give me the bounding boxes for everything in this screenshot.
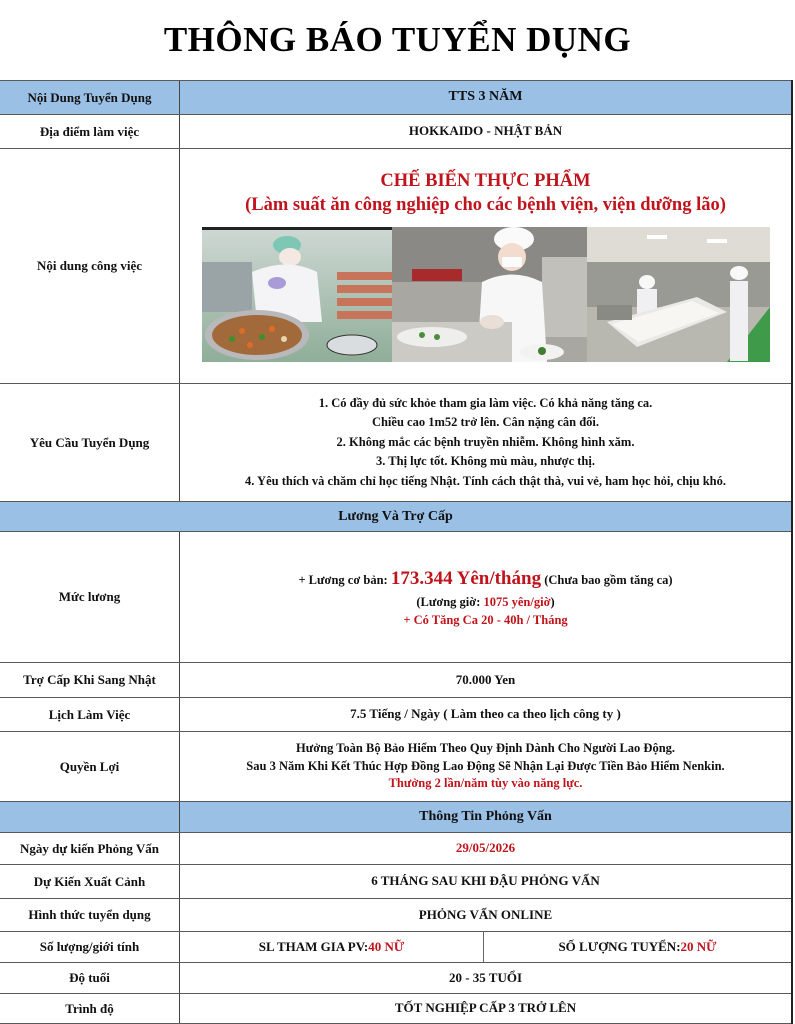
requirements-list bbox=[180, 384, 791, 501]
benefits-label: Quyền Lợi bbox=[0, 732, 180, 801]
salary-content bbox=[180, 532, 791, 662]
location-value: HOKKAIDO - NHẬT BẢN bbox=[408, 123, 563, 139]
hourly-salary-line bbox=[416, 593, 554, 611]
age-row bbox=[0, 962, 791, 993]
quantity-label: Số lượng/giới tính bbox=[0, 932, 180, 962]
requirement-line: 4. Yêu thích và chăm chỉ học tiếng Nhật. Tính cách thật thà, vui vẻ, ham học hỏi, chịu khó. bbox=[245, 473, 726, 488]
interview-date-row bbox=[0, 832, 791, 864]
age-value: 20 - 35 TUỔI bbox=[448, 969, 523, 985]
requirement-line: 3. Thị lực tốt. Không mù màu, nhược thị. bbox=[376, 454, 595, 469]
job-photos bbox=[202, 227, 770, 362]
interview-section-blank bbox=[0, 802, 180, 832]
requirement-line: 2. Không mắc các bệnh truyền nhiễm. Không hình xăm. bbox=[336, 434, 635, 449]
overtime-line: + Có Tăng Ca 20 - 40h / Tháng bbox=[403, 612, 568, 627]
interview-count bbox=[180, 932, 484, 962]
base-salary-note: (Chưa bao gồm tăng ca) bbox=[541, 573, 673, 588]
worker-scooping-food-photo bbox=[202, 227, 392, 362]
education-value: TỐT NGHIỆP CẤP 3 TRỞ LÊN bbox=[394, 1000, 577, 1016]
benefits-content bbox=[180, 732, 791, 801]
job-title: CHẾ BIẾN THỰC PHẨM bbox=[380, 171, 591, 192]
benefit-line: Sau 3 Năm Khi Kết Thúc Hợp Đồng Lao Động Sẽ Nhận Lại Được Tiền Bảo Hiểm Nenkin. bbox=[246, 758, 725, 773]
benefit-line: Hưởng Toàn Bộ Bảo Hiểm Theo Quy Định Dành Cho Người Lao Động. bbox=[295, 741, 676, 756]
format-value: PHỎNG VẤN ONLINE bbox=[418, 906, 553, 922]
interview-section-title: Thông Tin Phỏng Vấn bbox=[419, 808, 552, 824]
schedule-value: 7.5 Tiếng / Ngày ( Làm theo ca theo lịch công ty ) bbox=[350, 706, 621, 722]
job-subtitle: (Làm suất ăn công nghiệp cho các bệnh viện, viện dưỡng lão) bbox=[245, 194, 726, 215]
hire-count-value: 20 NỮ bbox=[680, 938, 717, 954]
interview-date-value: 29/05/2026 bbox=[455, 840, 516, 856]
requirements-row bbox=[0, 383, 791, 501]
header-row bbox=[0, 80, 791, 114]
hourly-value: 1075 yên/giờ bbox=[483, 594, 551, 609]
hire-count-label: SỐ LƯỢNG TUYỂN: bbox=[558, 938, 681, 954]
format-label: Hình thức tuyển dụng bbox=[0, 899, 180, 931]
departure-label: Dự Kiến Xuất Cảnh bbox=[0, 865, 180, 898]
salary-row bbox=[0, 531, 791, 662]
allowance-row bbox=[0, 662, 791, 697]
job-content bbox=[180, 149, 791, 383]
location-row bbox=[0, 114, 791, 148]
quantity-row bbox=[0, 931, 791, 962]
salary-section-header bbox=[0, 501, 791, 531]
format-row bbox=[0, 898, 791, 931]
allowance-value: 70.000 Yen bbox=[455, 671, 516, 687]
hourly-prefix: (Lương giờ: bbox=[416, 594, 484, 609]
interview-count-value: 40 NỮ bbox=[368, 938, 405, 954]
schedule-row bbox=[0, 697, 791, 731]
header-label: Nội Dung Tuyển Dụng bbox=[0, 81, 180, 114]
base-salary-line bbox=[298, 565, 672, 593]
salary-label: Mức lương bbox=[0, 532, 180, 662]
job-label: Nội dung công việc bbox=[0, 149, 180, 383]
requirement-line: Chiều cao 1m52 trở lên. Cân nặng cân đối. bbox=[371, 415, 600, 430]
interview-count-label: SL THAM GIA PV: bbox=[258, 938, 369, 954]
allowance-label: Trợ Cấp Khi Sang Nhật bbox=[0, 663, 180, 697]
departure-value: 6 THÁNG SAU KHI ĐẬU PHỎNG VẤN bbox=[371, 873, 600, 889]
education-row bbox=[0, 993, 791, 1024]
base-salary-value: 173.344 Yên/tháng bbox=[390, 568, 542, 590]
factory-line-workers-photo bbox=[587, 227, 770, 362]
hourly-suffix: ) bbox=[550, 594, 555, 609]
header-value: TTS 3 NĂM bbox=[448, 89, 523, 105]
interview-date-label: Ngày dự kiến Phỏng Vấn bbox=[0, 833, 180, 864]
requirements-label: Yêu Cầu Tuyển Dụng bbox=[0, 384, 180, 501]
schedule-label: Lịch Làm Việc bbox=[0, 698, 180, 731]
location-label: Địa điểm làm việc bbox=[0, 115, 180, 148]
salary-section-title: Lương Và Trợ Cấp bbox=[338, 508, 453, 524]
recruitment-table bbox=[0, 80, 793, 1024]
benefits-row bbox=[0, 731, 791, 801]
hire-count bbox=[484, 932, 791, 962]
base-salary-prefix: + Lương cơ bản: bbox=[298, 573, 391, 588]
requirement-line: 1. Có đầy đủ sức khỏe tham gia làm việc. Có khả năng tăng ca. bbox=[318, 396, 653, 411]
education-label: Trình độ bbox=[0, 994, 180, 1023]
quantity-content bbox=[180, 932, 791, 962]
interview-section-header bbox=[0, 801, 791, 832]
bonus-line: Thưởng 2 lần/năm tùy vào năng lực. bbox=[388, 776, 583, 791]
chef-arranging-dishes-photo bbox=[392, 227, 587, 362]
job-row bbox=[0, 148, 791, 383]
age-label: Độ tuổi bbox=[0, 963, 180, 993]
departure-row bbox=[0, 864, 791, 898]
page-title: THÔNG BÁO TUYỂN DỤNG bbox=[163, 20, 632, 59]
